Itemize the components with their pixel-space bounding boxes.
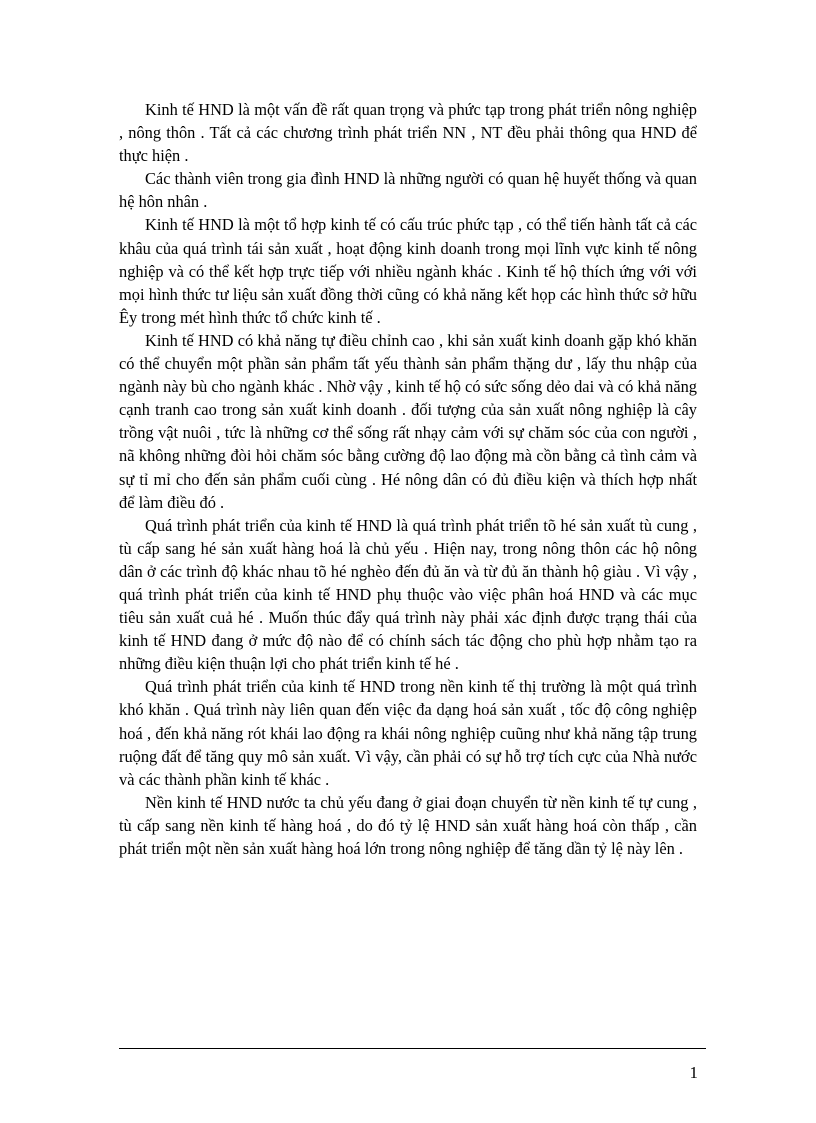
paragraph: Quá trình phát triển của kinh tế HND là quá trình phát triển tõ hé sản xuất tù cung , tù cấp sang hé sản xuất hàng hoá là chủ yếu . Hiện nay, trong nông thôn các hộ nông dân ở các trình độ khác nhau tõ hé nghèo đến đủ ăn và từ đủ ăn thành hộ giàu . Vì vậy , quá trình phát triển của kinh tế HND phụ thuộc vào việc phân hoá HND và các mục tiêu sản xuất cuả hé . Muốn thúc đẩy quá trình này phải xác định được trạng thái của kinh tế HND đang ở mức độ nào để có chính sách tác động cho phù hợp nhằm tạo ra những điều kiện thuận lợi cho phát triển kinh tế hé .: [119, 515, 697, 674]
paragraph: Kinh tế HND có khả năng tự điều chỉnh cao , khi sản xuất kinh doanh gặp khó khăn có thể chuyển một phần sản phẩm tất yếu thành sản phẩm thặng dư , lấy thu nhập của ngành này bù cho ngành khác . Nhờ vậy , kinh tế hộ có sức sống dẻo dai và có khả năng cạnh tranh cao trong sản xuất kinh doanh . đối tượng của sản xuất nông nghiệp là cây trồng vật nuôi , tức là những cơ thể sống rất nhạy cảm với sự chăm sóc của con người , nã không những đòi hỏi chăm sóc bằng cường độ lao động mà cồn bằng cả tình cảm và sự tỉ mỉ cho đến sản phẩm cuối cùng . Hé nông dân có đủ điều kiện và thích hợp nhất để làm điều đó .: [119, 330, 697, 512]
paragraph: Kinh tế HND là một vấn đề rất quan trọng và phức tạp trong phát triển nông nghiệp , nông thôn . Tất cả các chương trình phát triển NN , NT đều phải thông qua HND để thực hiện .: [119, 100, 697, 166]
paragraph: Kinh tế HND là một tổ hợp kinh tế có cấu trúc phức tạp , có thể tiến hành tất cả các khâu của quá trình tái sản xuất , hoạt động kinh doanh trong mọi lĩnh vực kinh tế nông nghiệp và có thể kết hợp trực tiếp với nhiều ngành khác . Kinh tế hộ thích ứng với với mọi hình thức tư liệu sản xuất đồng thời cũng có khả năng kết họp các hình thức sở hữu Êy trong mét hình thức tổ chức kinh tế .: [119, 215, 697, 327]
paragraph: Nền kinh tế HND nước ta chủ yếu đang ở giai đoạn chuyển từ nền kinh tế tự cung , tù cấp sang nền kinh tế hàng hoá , do đó tỷ lệ HND sản xuất hàng hoá còn thấp , cần phát triển một nền sản xuất hàng hoá lớn trong nông nghiệp để tăng dần tỷ lệ này lên .: [119, 792, 697, 858]
document-body: [119, 98, 697, 860]
paragraph: Quá trình phát triển của kinh tế HND trong nền kinh tế thị trường là một quá trình khó khăn . Quá trình này liên quan đến việc đa dạng hoá sản xuất , tốc độ công nghiệp hoá , đến khả năng rót khái lao động ra khái nông nghiệp cuũng như khả năng tập trung ruộng đất để tăng quy mô sản xuất. Vì vậy, cần phải có sự hỗ trợ tích cực của Nhà nước và các thành phần kinh tế khác .: [119, 677, 697, 789]
page-number: 1: [689, 1063, 698, 1082]
paragraph: Các thành viên trong gia đình HND là những người có quan hệ huyết thống và quan hệ hôn nhân .: [119, 169, 697, 212]
footer-divider: [119, 1048, 706, 1049]
